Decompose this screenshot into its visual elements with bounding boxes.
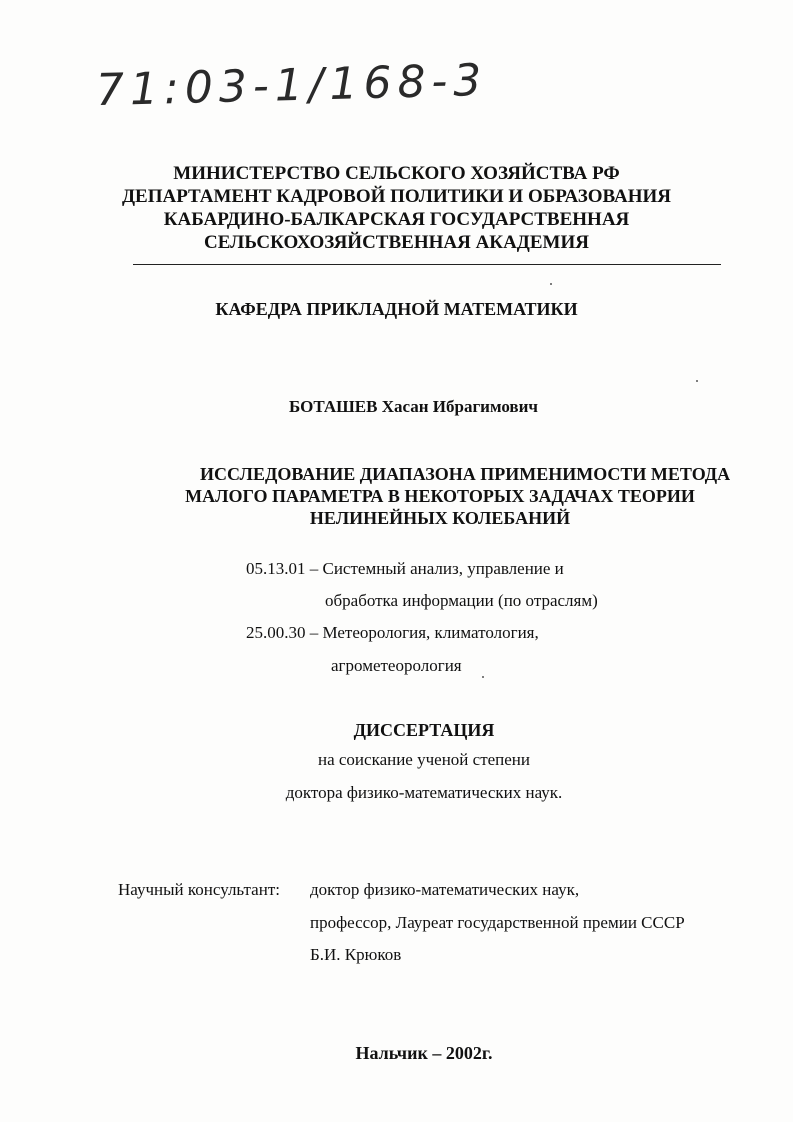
specialty-code-line: 25.00.30 – Метеорология, климатология, xyxy=(246,623,539,642)
degree-line: доктора физико-математических наук. xyxy=(285,783,563,802)
dissertation-label: ДИССЕРТАЦИЯ xyxy=(353,720,495,740)
title-line: НЕЛИНЕЙНЫХ КОЛЕБАНИЙ xyxy=(309,508,571,528)
header-line: МИНИСТЕРСТВО СЕЛЬСКОГО ХОЗЯЙСТВА РФ xyxy=(173,163,620,184)
consultant-label: Научный консультант: xyxy=(118,880,280,899)
scan-speck xyxy=(482,676,484,678)
header-line: ДЕПАРТАМЕНТ КАДРОВОЙ ПОЛИТИКИ И ОБРАЗОВАНИЯ xyxy=(121,186,672,207)
author-name: БОТАШЕВ Хасан Ибрагимович xyxy=(289,397,538,416)
title-line: МАЛОГО ПАРАМЕТРА В НЕКОТОРЫХ ЗАДАЧАХ ТЕОРИИ xyxy=(185,486,695,506)
consultant-line: доктор физико-математических наук, xyxy=(310,880,580,899)
header-line: КАБАРДИНО-БАЛКАРСКАЯ ГОСУДАРСТВЕННАЯ xyxy=(163,209,630,230)
header-divider xyxy=(133,264,721,265)
header-line: СЕЛЬСКОХОЗЯЙСТВЕННАЯ АКАДЕМИЯ xyxy=(204,232,589,253)
department-name: КАФЕДРА ПРИКЛАДНОЙ МАТЕМАТИКИ xyxy=(215,299,578,319)
dissertation-title xyxy=(160,463,731,529)
degree-line: на соискание ученой степени xyxy=(317,750,531,769)
specialty-code-line: 05.13.01 – Системный анализ, управление и xyxy=(246,559,564,578)
specialty-continuation: агрометеорология xyxy=(331,656,462,675)
consultant-line: профессор, Лауреат государственной премии СССР xyxy=(310,913,685,932)
handwritten-archive-number: 71:03-1/168-3 xyxy=(95,54,488,117)
title-line: ИССЛЕДОВАНИЕ ДИАПАЗОНА ПРИМЕНИМОСТИ МЕТОДА xyxy=(200,464,731,484)
consultant-name: Б.И. Крюков xyxy=(310,945,402,964)
place-and-year: Нальчик – 2002г. xyxy=(355,1043,493,1063)
ministry-header xyxy=(0,162,793,254)
specialty-continuation: обработка информации (по отраслям) xyxy=(325,591,598,610)
scan-speck xyxy=(550,283,552,285)
scan-speck xyxy=(696,380,698,382)
